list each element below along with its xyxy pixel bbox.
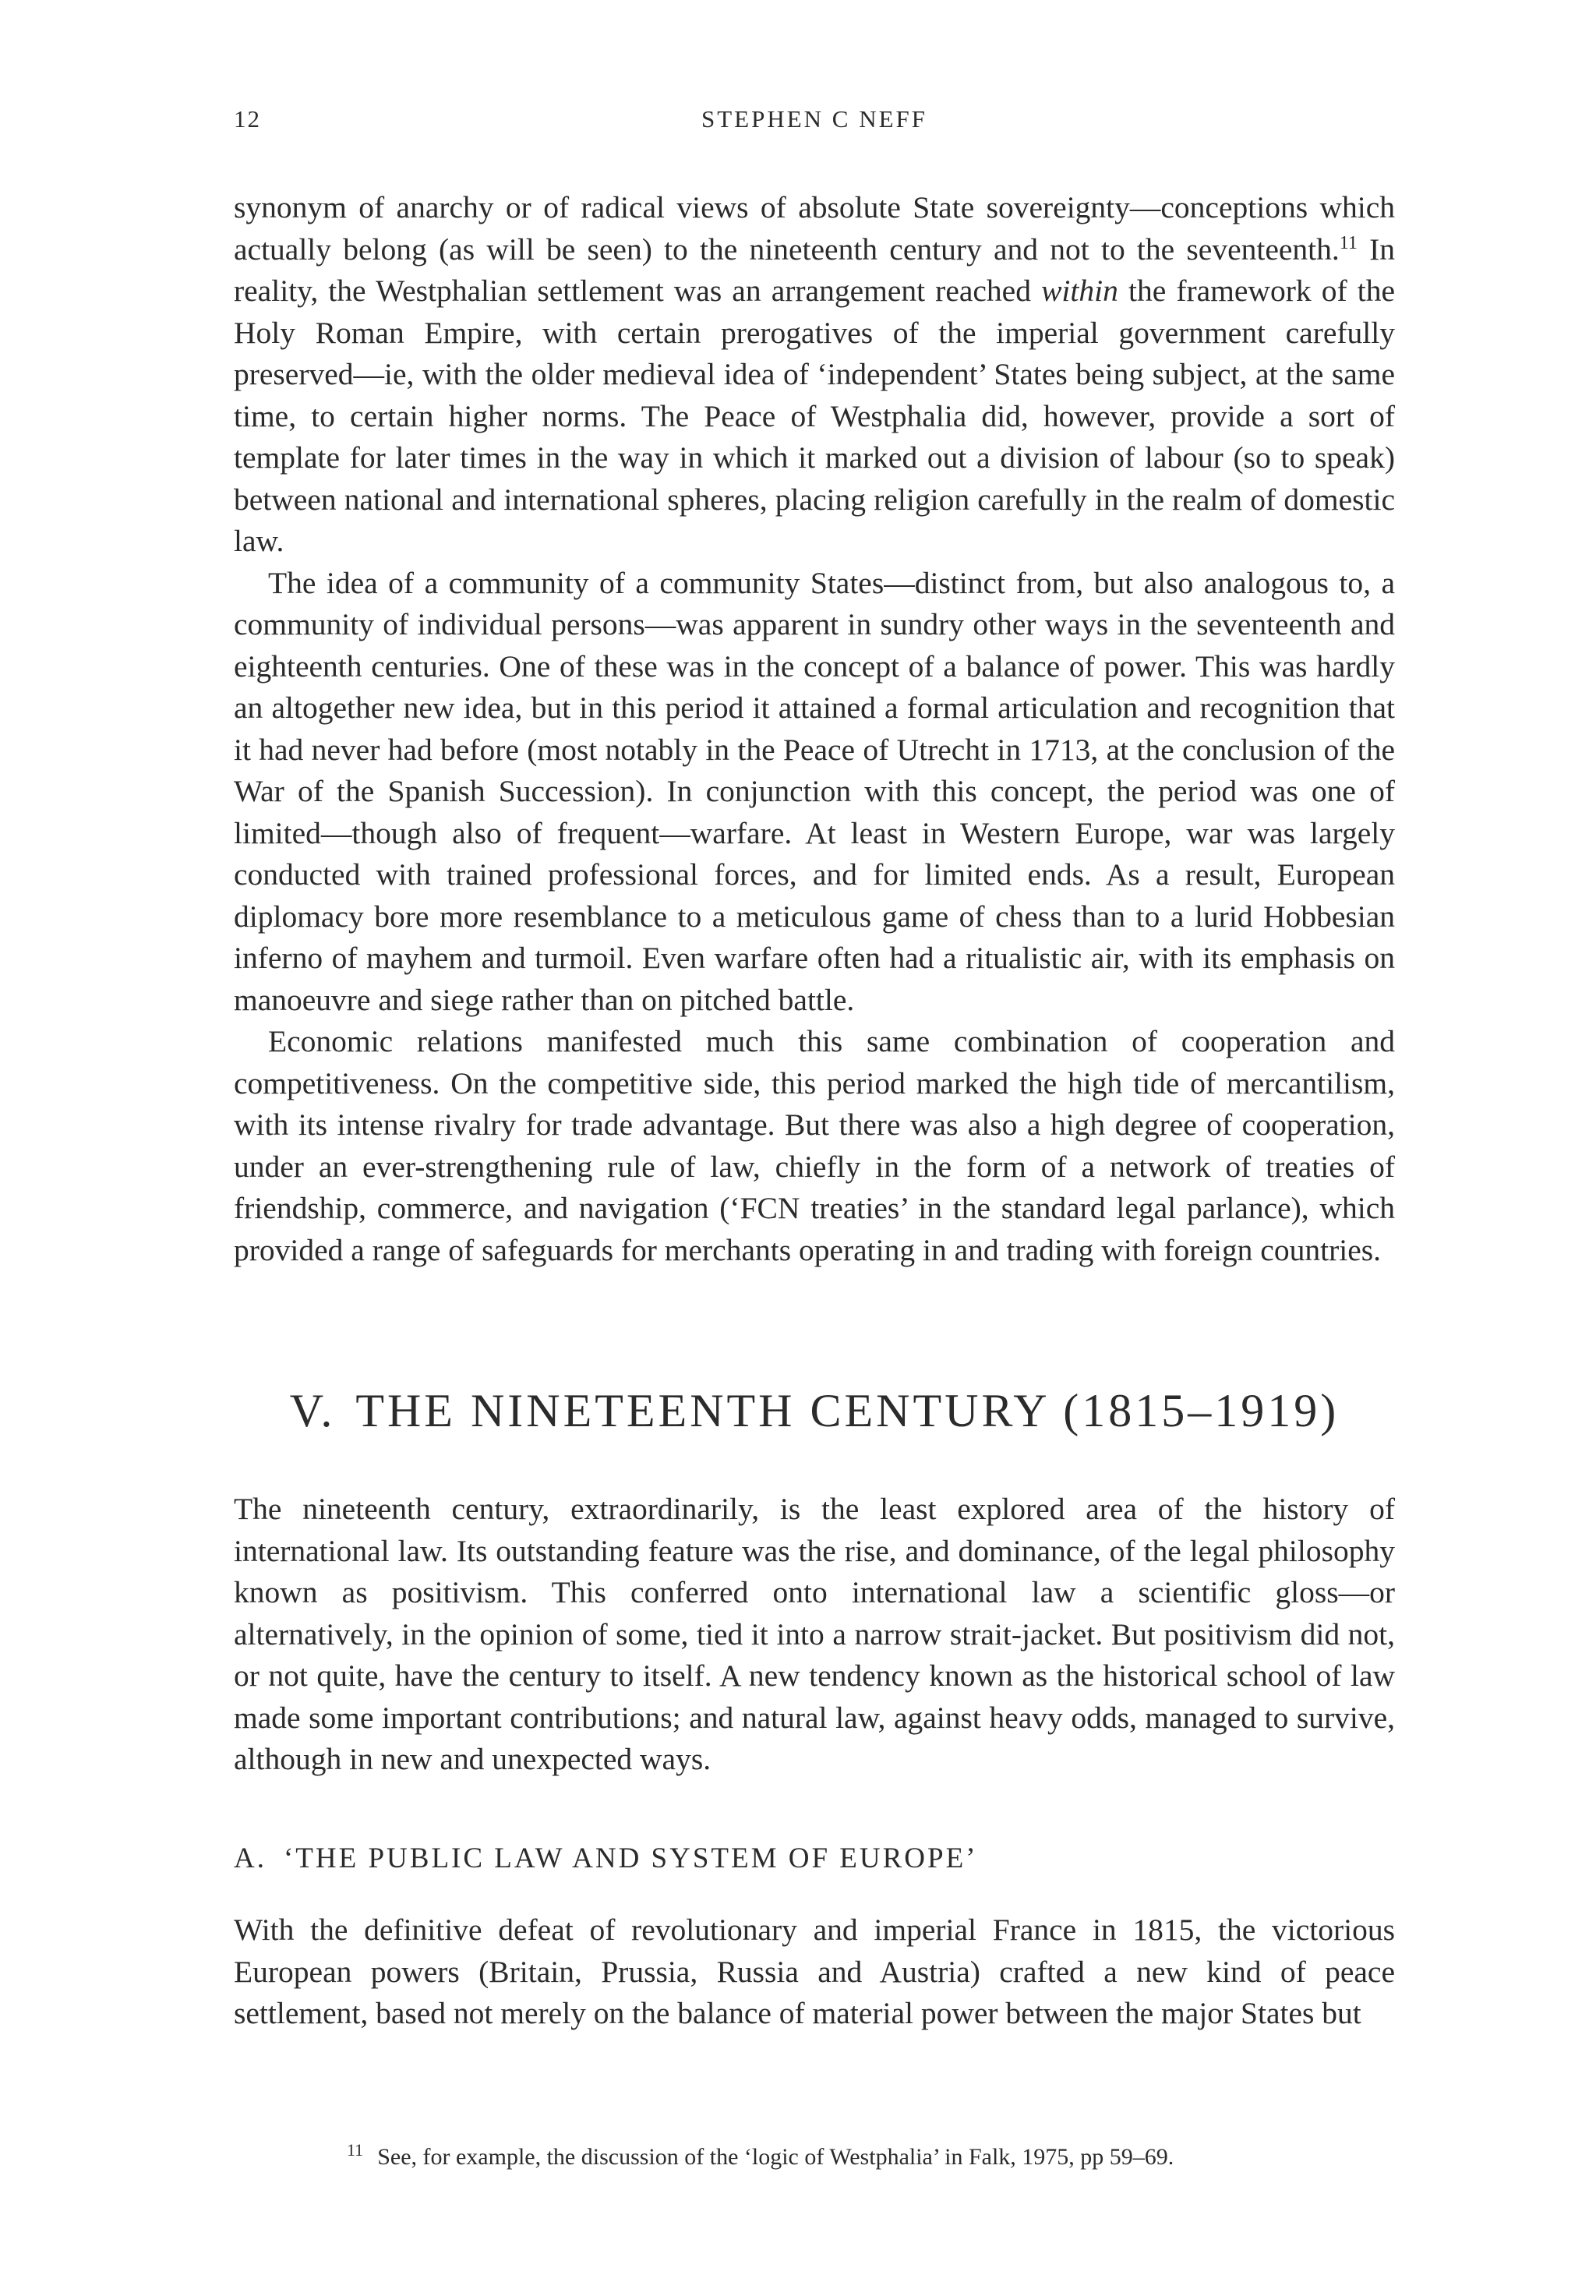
paragraph-1: synonym of anarchy or of radical views of absolute State sovereignty—conceptions which actually belong (as will be seen) to the nineteenth century and not to the seventeenth.$^{11}$ In reality, the Westphalian settlement was an arrangement reached within the framework of the Holy Roman Empire, with certain prerogatives of the imperial government carefully preserved—ie, with the older medieval idea of ‘independent’ States being subject, at the same time, to certain higher norms. The Peace of Westphalia did, however, provide a sort of template for later times in the way in which it marked out a division of labour (so to speak) between national and international spheres, placing religion carefully in the realm of domestic law. [234, 190, 1396, 558]
body-text-top [234, 187, 1395, 1271]
footnote-number: 11 [347, 2140, 364, 2160]
footnote-text: See, for example, the discussion of the ‘logic of Westphalia’ in Falk, 1975, pp 59–69. [377, 2144, 1174, 2170]
paragraph-subsection: With the definitive defeat of revolutionary and imperial France in 1815, the victorious European powers (Britain, Prussia, Russia and Austria) crafted a new kind of peace settlement, based not merely on the balance of material power between the major States but [234, 1913, 1395, 2030]
footnote [347, 2142, 1395, 2173]
paragraph-3: Economic relations manifested much this same combination of cooperation and competitiveness. On the competitive side, this period marked the high tide of mercantilism, with its intense rivalry for trade advantage. But there was also a high degree of cooperation, under an ever-strengthening rule of law, chiefly in the form of a network of treaties of friendship, commerce, and navigation (‘FCN treaties’ in the standard legal parlance), which provided a range of safeguards for merchants operating in and trading with foreign countries. [234, 1024, 1395, 1267]
section-number: V. [289, 1385, 336, 1436]
subsection-title: ‘THE PUBLIC LAW AND SYSTEM OF EUROPE’ [283, 1842, 978, 1874]
emphasis-within: within [1041, 274, 1118, 308]
section-intro [234, 1489, 1395, 1781]
running-head-author: STEPHEN C NEFF [701, 105, 928, 132]
section-title: THE NINETEENTH CENTURY (1815–1919) [355, 1385, 1340, 1436]
footnote-reference[interactable]: 11 [1339, 232, 1358, 253]
section-heading [234, 1383, 1395, 1438]
paragraph-section-intro: The nineteenth century, extraordinarily, is the least explored area of the history of international law. Its outstanding feature was the rise, and dominance, of the legal philosophy known as positivism. This conferred onto international law a scientific gloss—or alternatively, in the opinion of some, tied it into a narrow strait-jacket. But positivism did not, or not quite, have the century to itself. A new tendency known as the historical school of law made some important contributions; and natural law, against heavy odds, managed to survive, although in new and unexpected ways. [234, 1492, 1395, 1776]
running-head [234, 105, 1395, 144]
subsection-text [234, 1909, 1395, 2035]
subsection-number: A. [234, 1842, 267, 1874]
subsection-heading [234, 1839, 1395, 1878]
page-number: 12 [234, 105, 261, 132]
paragraph-2: The idea of a community of a community States—distinct from, but also analogous to, a community of individual persons—was apparent in sundry other ways in the seventeenth and eighteenth centuries. One of these was in the concept of a balance of power. This was hardly an altogether new idea, but in this period it attained a formal articulation and recognition that it had never had before (most notably in the Peace of Utrecht in 1713, at the conclusion of the War of the Spanish Succession). In conjunction with this concept, the period was one of limited—though also of frequent—warfare. At least in Western Europe, war was largely conducted with trained professional forces, and for limited ends. As a result, European diplomacy bore more resemblance to a meticulous game of chess than to a lurid Hobbesian inferno of mayhem and turmoil. Even warfare often had a ritualistic air, with its emphasis on manoeuvre and siege rather than on pitched battle. [234, 565, 1395, 1017]
